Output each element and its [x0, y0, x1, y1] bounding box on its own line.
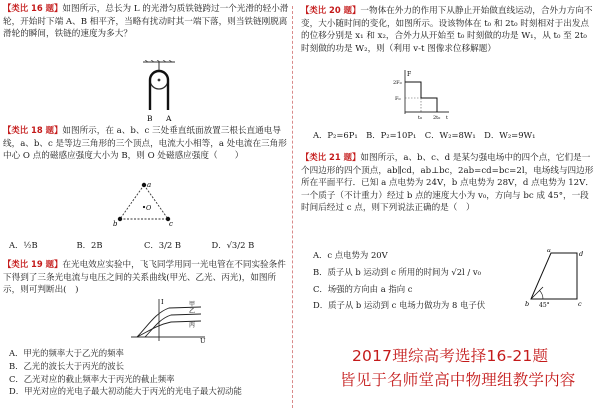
- axis-label-f: F: [407, 71, 412, 78]
- option-19-a[interactable]: A．甲光的频率大于乙光的频率: [9, 348, 124, 358]
- question-20-tag: 【类比 20 题】: [301, 5, 361, 15]
- option-21-c[interactable]: C．场强的方向由 a 指向 c: [313, 283, 413, 294]
- vertex-label-c: c: [169, 220, 173, 227]
- promo-line-2: 皆见于名师堂高中物理组教学内容: [340, 371, 576, 389]
- tick-label-f0: F₀: [395, 96, 401, 102]
- question-20-stem: 一物体在外力的作用下从静止开始做直线运动，合外力方向不变，大小随时间的变化，如图所示。设该物体在 t₀ 和 2t₀ 时刻相对于出发点的位移分别是 x₁ 和 x₂，合外力从开始至 t₀ 时刻做的功是 W₁，从 t₀ 至 2t₀ 时刻做的功是 W₂，则（利用 v-t 图像求位移解题）: [301, 6, 593, 54]
- question-19-stem: 在光电效应实验中，飞飞同学用同一光电管在不同实验条件下得到了三条光电流与电压之间的关系曲线(甲光、乙光、丙光)，如图所示，则可判断出( ): [3, 260, 286, 296]
- question-18-text: [3, 124, 289, 163]
- promo-line-1: 2017理综高考选择16-21题: [352, 347, 549, 365]
- option-21-b[interactable]: B．质子从 b 运动到 c 所用的时间为 √2l / v₀: [313, 266, 481, 277]
- question-16-tag: 【类比 16 题】: [3, 3, 63, 13]
- option-19-d[interactable]: D．甲光对应的光电子最大初动能大于丙光的光电子最大初动能: [9, 386, 242, 397]
- force-time-graph: [393, 68, 451, 120]
- pulley-chain-figure: [139, 60, 179, 124]
- point-label-a: a: [547, 249, 551, 254]
- pulley-label-left: B: [147, 114, 153, 123]
- tick-label-t0: t₀: [418, 115, 423, 120]
- question-20: [301, 4, 597, 151]
- angle-label-45: 45°: [539, 302, 550, 309]
- triangle-wires-figure: [113, 179, 175, 227]
- question-21-options: [313, 249, 513, 312]
- option-18-c[interactable]: C．3/2 B: [144, 240, 182, 250]
- vertex-label-b: b: [113, 220, 118, 227]
- option-18-b[interactable]: B．2B: [76, 240, 103, 250]
- axis-label-i: I: [161, 298, 164, 306]
- vertex-label-a: a: [147, 181, 152, 189]
- point-label-d: d: [579, 250, 584, 258]
- question-20-text: [301, 4, 597, 55]
- question-18: [3, 124, 289, 258]
- electric-field-quadrilateral: [517, 249, 585, 309]
- option-19-b[interactable]: B．乙光的波长大于丙光的波长: [9, 360, 125, 371]
- axis-label-u: U: [200, 337, 206, 343]
- curve-label-yi: 乙: [189, 308, 196, 315]
- question-21-stem: 如图所示，a、b、c、d 是某匀强电场中的四个点，它们是一个四边形的四个顶点，ab∥cd，ab⊥bc，2ab=cd=bc=2l，电场线与四边形所在平面平行．已知 a 点电势为 24V，b 点电势为 28V，d 点电势为 12V．一个质子（不计重力）经过 b 点的速度大小为 v₀，方向与 bc 成 45°，一段时间后经过 c 点，则下列说法正确的是（ ）: [301, 153, 594, 214]
- question-21: [301, 151, 597, 331]
- column-divider: [292, 6, 293, 408]
- option-18-a[interactable]: A．½B: [9, 240, 38, 250]
- option-19-c[interactable]: C．乙光对应的截止频率大于丙光的截止频率: [9, 373, 175, 384]
- question-16-stem: 如图所示，总长为 L 的光滑匀质铁链跨过一个光滑的轻小滑轮，开始时下端 A、B 相平齐，当略有扰动时其一端下落，则当铁链刚脱离滑轮的瞬间，铁链的速度为多大？: [3, 4, 289, 40]
- left-column: [3, 2, 289, 408]
- option-21-a[interactable]: A．c 点电势为 20V: [313, 250, 388, 260]
- question-20-options[interactable]: A．P₂=6P₁ B．P₂=10P₁ C．W₂=8W₁ D．W₂=9W₁: [313, 130, 536, 140]
- question-16: [3, 2, 289, 124]
- point-label-c: c: [578, 300, 582, 308]
- curve-label-jia: 甲: [189, 301, 196, 308]
- tick-label-2f0: 2F₀: [393, 80, 402, 86]
- point-label-b: b: [525, 300, 530, 308]
- pulley-label-right: A: [166, 114, 172, 123]
- question-18-options: [9, 239, 279, 252]
- question-19: [3, 258, 289, 408]
- right-column: [301, 4, 597, 331]
- center-label-o: O: [146, 204, 152, 212]
- option-21-d[interactable]: D．质子从 b 运动到 c 电场力做功为 8 电子伏: [313, 300, 486, 311]
- question-21-text: [301, 151, 597, 215]
- question-16-text: [3, 2, 289, 41]
- axis-label-t: t: [446, 115, 449, 120]
- tick-label-2t0: 2t₀: [433, 115, 441, 120]
- question-18-tag: 【类比 18 题】: [3, 125, 63, 135]
- question-21-tag: 【类比 21 题】: [301, 152, 361, 162]
- option-18-d[interactable]: D．√3/2 B: [211, 240, 255, 250]
- question-19-tag: 【类比 19 题】: [3, 259, 63, 269]
- curve-label-bing: 丙: [189, 322, 196, 329]
- photoelectric-curves-figure: [127, 297, 207, 343]
- question-19-text: [3, 258, 289, 297]
- question-18-stem: 如图所示，在 a、b、c 三处垂直纸面放置三根长直通电导线，a、b、c 是等边三角形的三个顶点，电流大小相等，a 处电流在三角形中心 O 点的磁感应强度大小为 B，则 O 处磁感应强度（ ）: [3, 126, 287, 162]
- question-19-options: [9, 347, 242, 398]
